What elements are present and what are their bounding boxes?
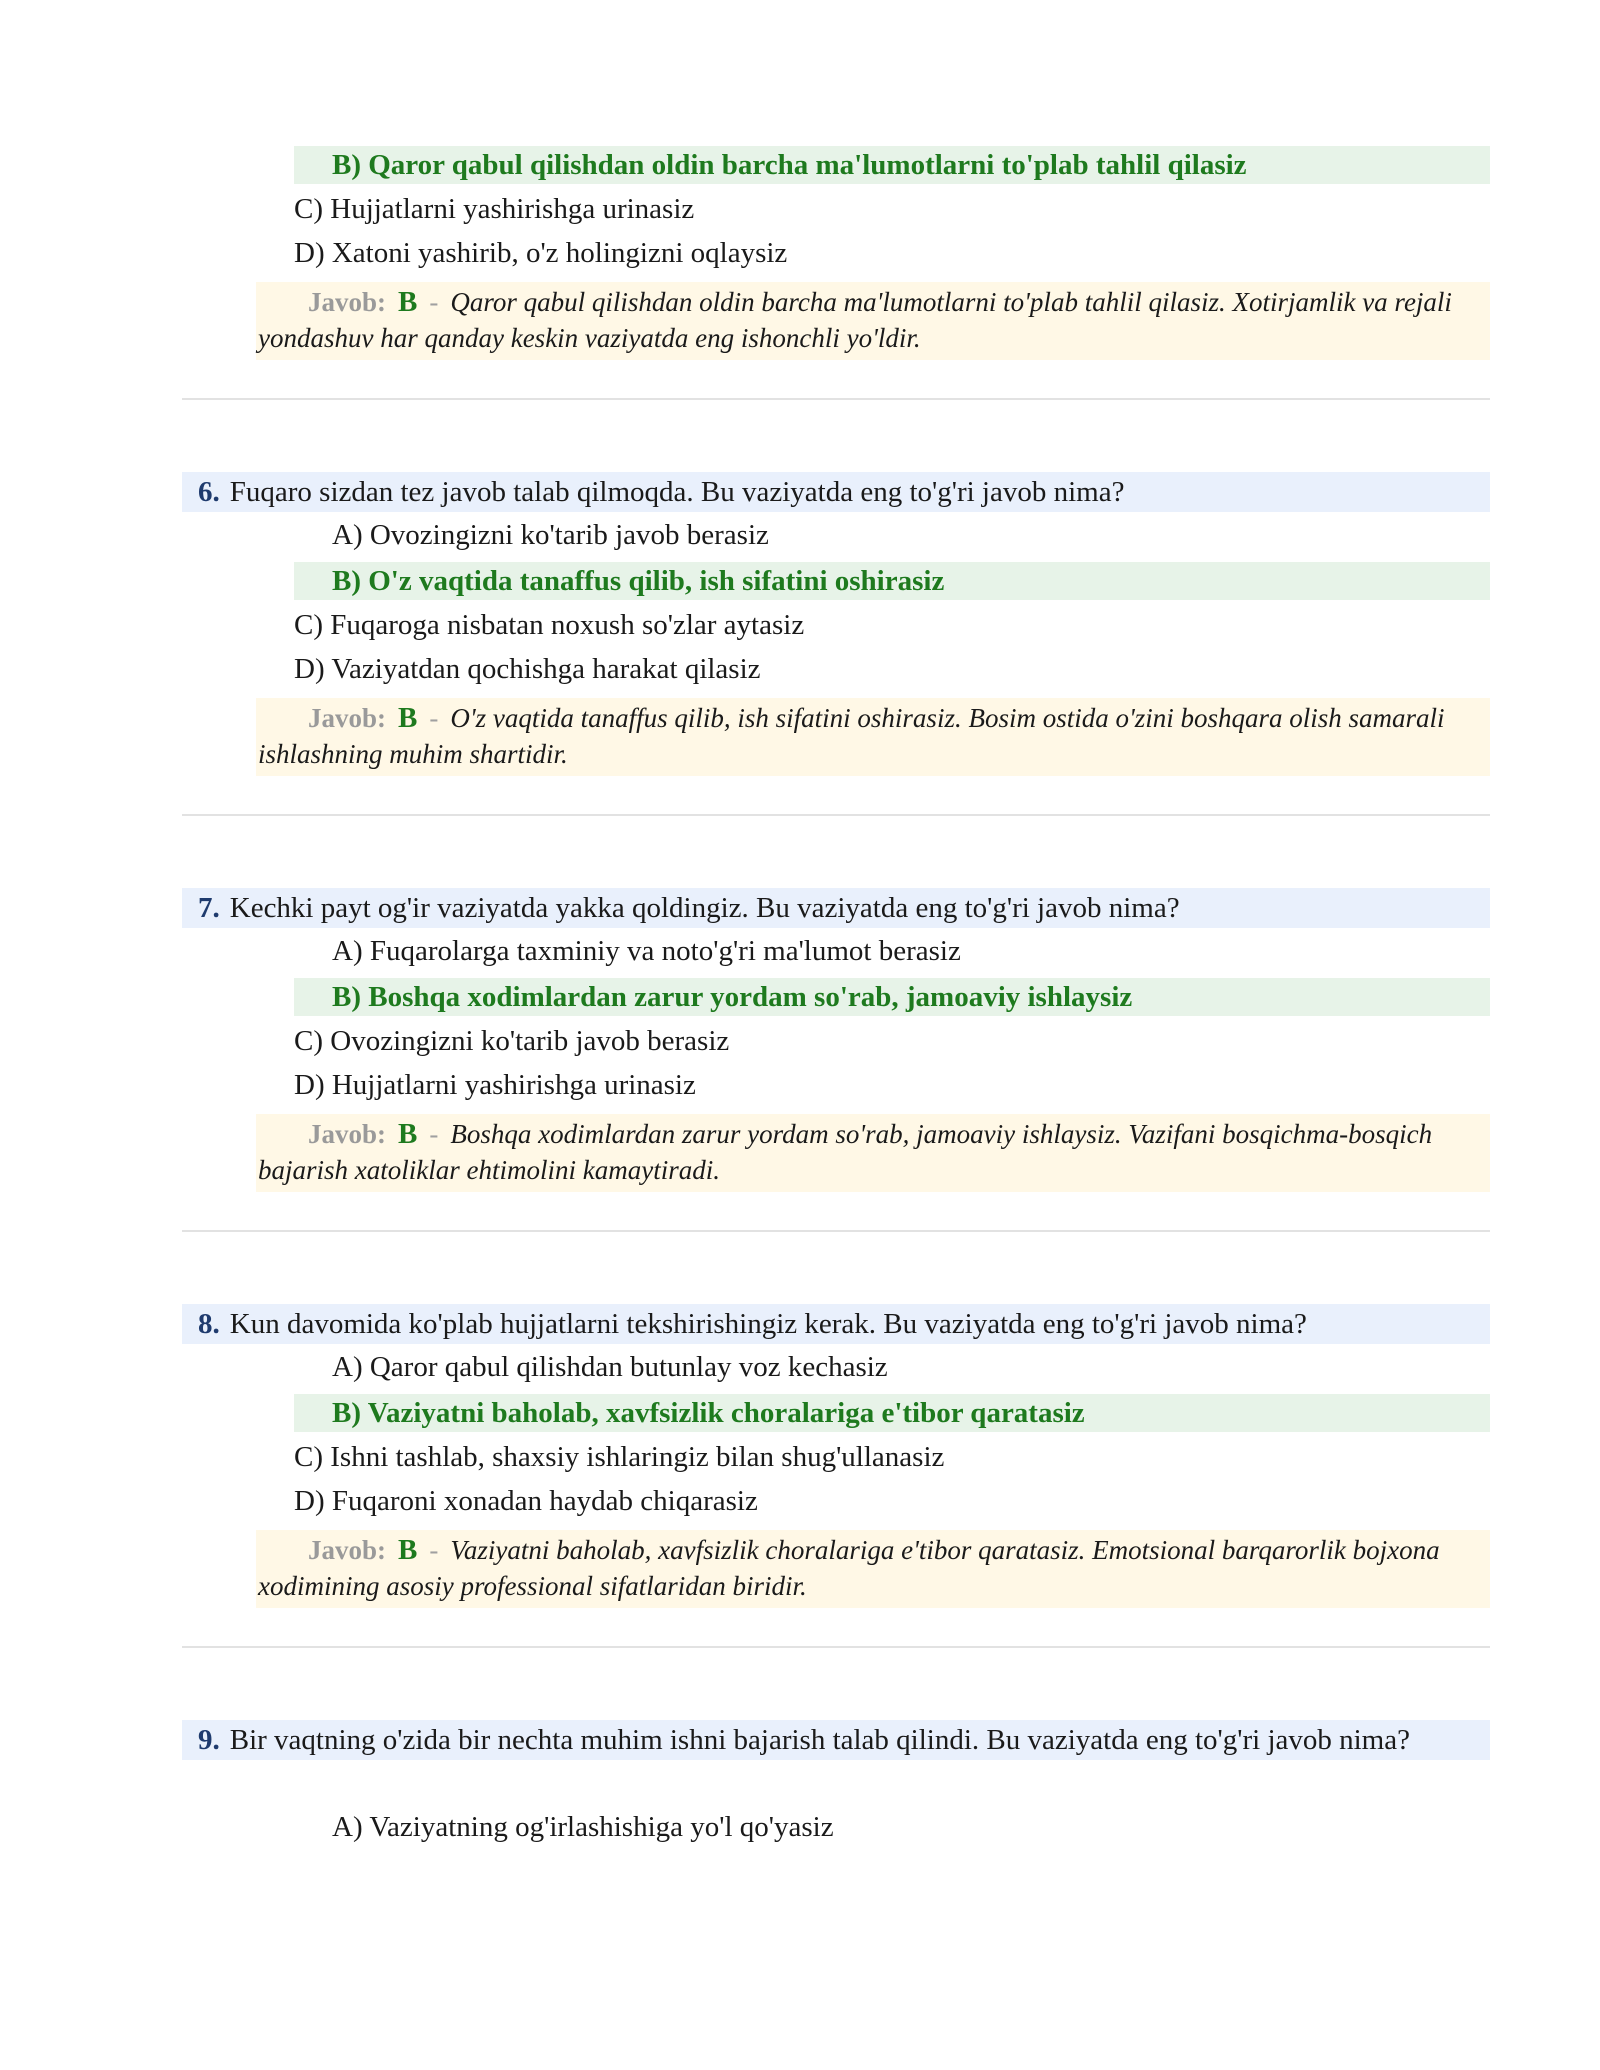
answer-label: Javob: xyxy=(308,1119,387,1149)
q9-question xyxy=(182,1720,1490,1760)
q8-text: Kun davomida ko'plab hujjatlarni tekshirishingiz kerak. Bu vaziyatda eng to'g'ri javob nima? xyxy=(229,1308,1307,1340)
q5-option-d: D) Xatoni yashirib, o'z holingizni oqlaysiz xyxy=(294,237,788,269)
q6-question xyxy=(182,472,1490,512)
q8-option-b-correct: B) Vaziyatni baholab, xavfsizlik choralariga e'tibor qaratasiz xyxy=(294,1394,1490,1432)
q7-answer-box xyxy=(256,1114,1490,1192)
answer-label: Javob: xyxy=(308,1535,387,1565)
q6-option-d: D) Vaziyatdan qochishga harakat qilasiz xyxy=(294,653,761,685)
answer-letter: B xyxy=(398,1534,418,1566)
answer-letter: B xyxy=(398,702,418,734)
q8-option-a: A) Qaror qabul qilishdan butunlay voz kechasiz xyxy=(332,1351,888,1383)
divider xyxy=(182,1646,1490,1648)
q7-number: 7. xyxy=(198,892,220,924)
q7-question xyxy=(182,888,1490,928)
answer-explanation: Boshqa xodimlardan zarur yordam so'rab, jamoaviy ishlaysiz. Vazifani bosqichma-bosqich bajarish xatoliklar ehtimolini kamaytiradi. xyxy=(258,1119,1433,1185)
answer-explanation: Vaziyatni baholab, xavfsizlik choralariga e'tibor qaratasiz. Emotsional barqarorlik bojxona xodimining asosiy professional sifatlaridan biridir. xyxy=(258,1535,1440,1601)
q9-text: Bir vaqtning o'zida bir nechta muhim ishni bajarish talab qilindi. Bu vaziyatda eng to'g'ri javob nima? xyxy=(229,1724,1410,1756)
q6-option-a: A) Ovozingizni ko'tarib javob berasiz xyxy=(332,519,769,551)
q5-option-b-correct: B) Qaror qabul qilishdan oldin barcha ma'lumotlarni to'plab tahlil qilasiz xyxy=(294,146,1490,184)
q7-text: Kechki payt og'ir vaziyatda yakka qoldingiz. Bu vaziyatda eng to'g'ri javob nima? xyxy=(229,892,1180,924)
answer-explanation: O'z vaqtida tanaffus qilib, ish sifatini oshirasiz. Bosim ostida o'zini boshqara olish samarali ishlashning muhim shartidir. xyxy=(258,703,1445,769)
divider xyxy=(182,1230,1490,1232)
q6-option-b-correct: B) O'z vaqtida tanaffus qilib, ish sifatini oshirasiz xyxy=(294,562,1490,600)
q8-option-d: D) Fuqaroni xonadan haydab chiqarasiz xyxy=(294,1485,758,1517)
q7-option-c: C) Ovozingizni ko'tarib javob berasiz xyxy=(294,1025,730,1057)
answer-explanation: Qaror qabul qilishdan oldin barcha ma'lumotlarni to'plab tahlil qilasiz. Xotirjamlik va rejali yondashuv har qanday keskin vaziyatda eng ishonchli yo'ldir. xyxy=(258,287,1452,353)
answer-letter: B xyxy=(398,1118,418,1150)
q6-text: Fuqaro sizdan tez javob talab qilmoqda. Bu vaziyatda eng to'g'ri javob nima? xyxy=(229,476,1125,508)
q9-option-a: A) Vaziyatning og'irlashishiga yo'l qo'yasiz xyxy=(332,1811,834,1843)
q8-number: 8. xyxy=(198,1308,220,1340)
q7-option-d: D) Hujjatlarni yashirishga urinasiz xyxy=(294,1069,696,1101)
q6-option-c: C) Fuqaroga nisbatan noxush so'zlar aytasiz xyxy=(294,609,805,641)
q7-option-b-correct: B) Boshqa xodimlardan zarur yordam so'rab, jamoaviy ishlaysiz xyxy=(294,978,1490,1016)
divider xyxy=(182,398,1490,400)
answer-letter: B xyxy=(398,286,418,318)
answer-label: Javob: xyxy=(308,703,387,733)
q8-option-c: C) Ishni tashlab, shaxsiy ishlaringiz bilan shug'ullanasiz xyxy=(294,1441,945,1473)
answer-label: Javob: xyxy=(308,287,387,317)
answer-dash: - xyxy=(429,287,439,317)
q9-number: 9. xyxy=(198,1724,220,1756)
answer-dash: - xyxy=(429,703,439,733)
divider xyxy=(182,814,1490,816)
q6-number: 6. xyxy=(198,476,220,508)
q7-option-a: A) Fuqarolarga taxminiy va noto'g'ri ma'lumot berasiz xyxy=(332,935,961,967)
q8-answer-box xyxy=(256,1530,1490,1608)
q6-answer-box xyxy=(256,698,1490,776)
answer-dash: - xyxy=(429,1535,439,1565)
q8-question xyxy=(182,1304,1490,1344)
q5-option-c: C) Hujjatlarni yashirishga urinasiz xyxy=(294,193,695,225)
q5-answer-box xyxy=(256,282,1490,360)
answer-dash: - xyxy=(429,1119,439,1149)
